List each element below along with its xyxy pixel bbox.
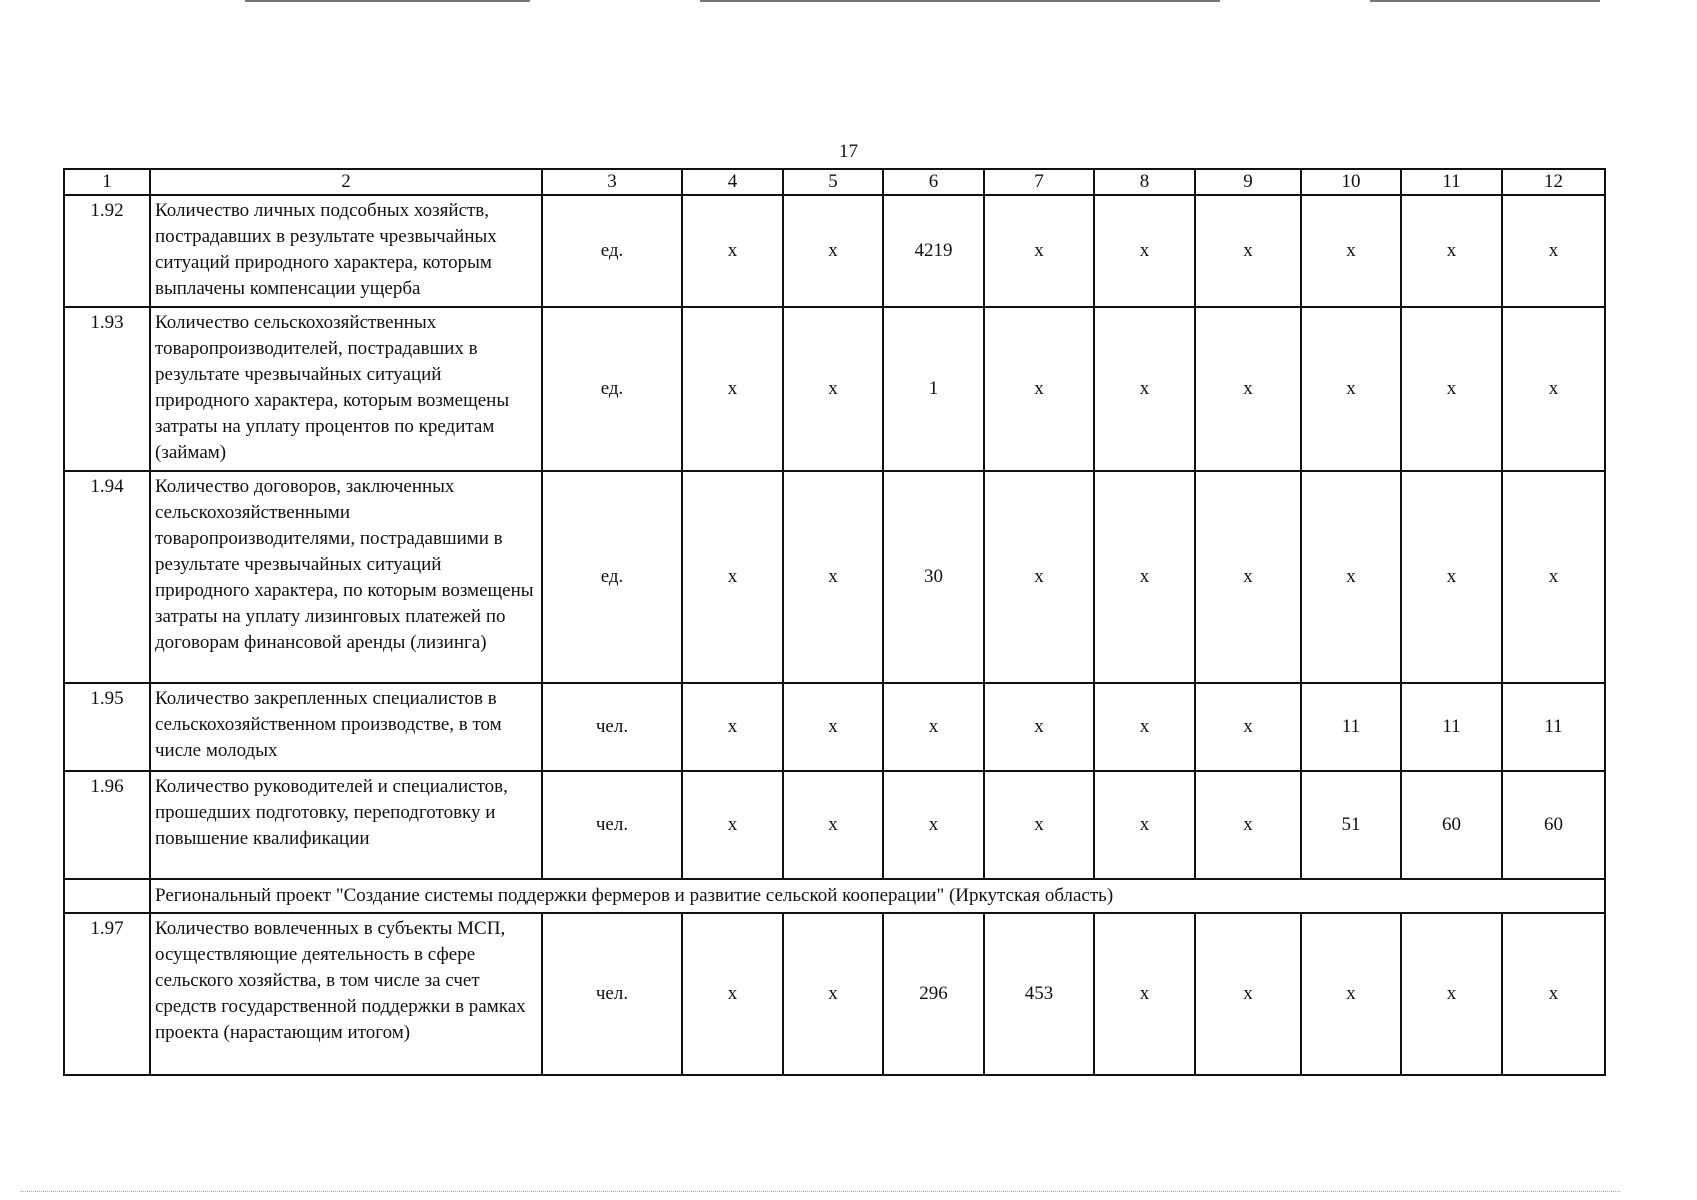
value-cell: x xyxy=(1301,307,1401,471)
value-cell: x xyxy=(1401,195,1502,307)
table-row xyxy=(64,771,1605,879)
scan-artifact-line xyxy=(700,0,1220,2)
value-cell: x xyxy=(1301,471,1401,683)
value-cell: x xyxy=(1195,683,1301,771)
value-cell: 453 xyxy=(984,913,1094,1075)
indicator-name: Количество закрепленных специалистов в сельскохозяйственном производстве, в том числе молодых xyxy=(150,683,542,771)
value-cell: 11 xyxy=(1301,683,1401,771)
value-cell: x xyxy=(984,471,1094,683)
row-number: 1.95 xyxy=(64,683,150,771)
value-cell: x xyxy=(883,771,984,879)
table-row xyxy=(64,683,1605,771)
value-cell: x xyxy=(1195,307,1301,471)
value-cell: x xyxy=(984,307,1094,471)
row-number: 1.96 xyxy=(64,771,150,879)
column-header: 5 xyxy=(783,169,883,195)
row-number: 1.93 xyxy=(64,307,150,471)
value-cell: x xyxy=(1502,913,1605,1075)
value-cell: x xyxy=(1502,195,1605,307)
column-header: 10 xyxy=(1301,169,1401,195)
unit-cell: ед. xyxy=(542,195,682,307)
unit-cell: ед. xyxy=(542,471,682,683)
value-cell: 1 xyxy=(883,307,984,471)
table-row xyxy=(64,195,1605,307)
value-cell: 11 xyxy=(1401,683,1502,771)
column-header: 4 xyxy=(682,169,783,195)
indicator-name: Количество договоров, заключенных сельскохозяйственными товаропроизводителями, пострадавшими в результате чрезвычайных ситуаций природного характера, по которым возмещены затраты на уплату лизинговых платежей по договорам финансовой аренды (лизинга) xyxy=(150,471,542,683)
column-header: 7 xyxy=(984,169,1094,195)
value-cell: x xyxy=(1401,471,1502,683)
value-cell: x xyxy=(682,913,783,1075)
unit-cell: ед. xyxy=(542,307,682,471)
value-cell: x xyxy=(984,683,1094,771)
value-cell: x xyxy=(883,683,984,771)
value-cell: x xyxy=(1094,307,1195,471)
value-cell: x xyxy=(1195,195,1301,307)
value-cell: 60 xyxy=(1401,771,1502,879)
value-cell: x xyxy=(682,471,783,683)
value-cell: x xyxy=(1301,913,1401,1075)
value-cell: x xyxy=(1195,471,1301,683)
column-number-header xyxy=(64,169,1605,195)
unit-cell: чел. xyxy=(542,771,682,879)
value-cell: 296 xyxy=(883,913,984,1075)
value-cell: x xyxy=(1502,471,1605,683)
value-cell: x xyxy=(783,683,883,771)
value-cell: x xyxy=(682,195,783,307)
row-number: 1.92 xyxy=(64,195,150,307)
indicator-name: Количество руководителей и специалистов, прошедших подготовку, переподготовку и повышение квалификации xyxy=(150,771,542,879)
value-cell: x xyxy=(1401,307,1502,471)
value-cell: x xyxy=(1094,195,1195,307)
row-number: 1.94 xyxy=(64,471,150,683)
value-cell: x xyxy=(984,195,1094,307)
value-cell: x xyxy=(1301,195,1401,307)
value-cell: x xyxy=(1094,913,1195,1075)
project-section-row xyxy=(64,879,1605,913)
project-number-empty xyxy=(64,879,150,913)
scan-artifact-dots xyxy=(20,1190,1620,1192)
column-header: 6 xyxy=(883,169,984,195)
value-cell: x xyxy=(682,771,783,879)
value-cell: x xyxy=(1094,683,1195,771)
indicators-table xyxy=(63,168,1606,1076)
value-cell: 30 xyxy=(883,471,984,683)
indicator-name: Количество вовлеченных в субъекты МСП, осуществляющие деятельность в сфере сельского хозяйства, в том числе за счет средств государственной поддержки в рамках проекта (нарастающим итогом) xyxy=(150,913,542,1075)
table-row xyxy=(64,913,1605,1075)
column-header: 9 xyxy=(1195,169,1301,195)
row-number: 1.97 xyxy=(64,913,150,1075)
value-cell: x xyxy=(1401,913,1502,1075)
unit-cell: чел. xyxy=(542,913,682,1075)
value-cell: x xyxy=(783,913,883,1075)
value-cell: x xyxy=(1195,771,1301,879)
value-cell: 51 xyxy=(1301,771,1401,879)
column-header: 2 xyxy=(150,169,542,195)
column-header: 1 xyxy=(64,169,150,195)
page-number: 17 xyxy=(839,141,858,162)
value-cell: x xyxy=(1094,771,1195,879)
value-cell: x xyxy=(682,683,783,771)
scan-artifact-line xyxy=(1370,0,1600,2)
value-cell: 11 xyxy=(1502,683,1605,771)
value-cell: x xyxy=(1502,307,1605,471)
project-title: Региональный проект "Создание системы поддержки фермеров и развитие сельской кооперации" (Иркутская область) xyxy=(150,879,1605,913)
value-cell: x xyxy=(783,471,883,683)
value-cell: x xyxy=(1094,471,1195,683)
value-cell: x xyxy=(682,307,783,471)
table-row xyxy=(64,307,1605,471)
table-row xyxy=(64,471,1605,683)
value-cell: 60 xyxy=(1502,771,1605,879)
column-header: 12 xyxy=(1502,169,1605,195)
indicator-name: Количество личных подсобных хозяйств, пострадавших в результате чрезвычайных ситуаций природного характера, которым выплачены компенсации ущерба xyxy=(150,195,542,307)
value-cell: 4219 xyxy=(883,195,984,307)
value-cell: x xyxy=(783,195,883,307)
indicator-name: Количество сельскохозяйственных товаропроизводителей, пострадавших в результате чрезвычайных ситуаций природного характера, которым возмещены затраты на уплату процентов по кредитам (займам) xyxy=(150,307,542,471)
column-header: 3 xyxy=(542,169,682,195)
value-cell: x xyxy=(984,771,1094,879)
value-cell: x xyxy=(783,771,883,879)
value-cell: x xyxy=(1195,913,1301,1075)
scan-artifact-line xyxy=(245,0,530,2)
column-header: 8 xyxy=(1094,169,1195,195)
column-header: 11 xyxy=(1401,169,1502,195)
unit-cell: чел. xyxy=(542,683,682,771)
value-cell: x xyxy=(783,307,883,471)
